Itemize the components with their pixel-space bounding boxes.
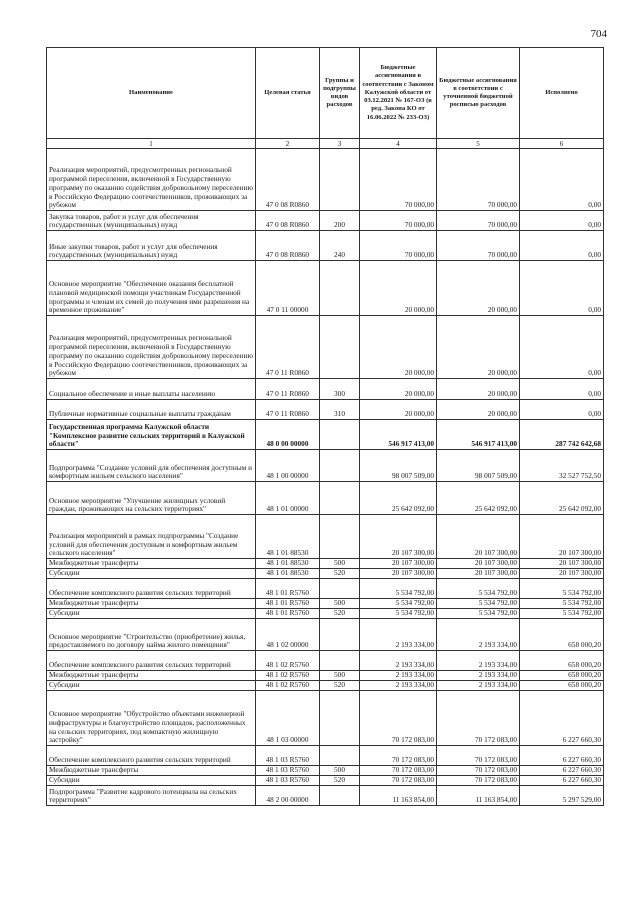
row-updated-amount: 20 107 300,00 xyxy=(437,569,520,579)
row-name: Закупка товаров, работ и услуг для обеспечения государственных (муниципальных) нужд xyxy=(47,211,256,231)
row-executed-amount: 20 107 300,00 xyxy=(520,515,604,559)
row-law-amount: 2 193 334,00 xyxy=(360,619,437,651)
row-code: 48 1 01 R5760 xyxy=(256,609,320,619)
row-law-amount: 20 107 300,00 xyxy=(360,569,437,579)
table-body xyxy=(47,149,604,806)
row-name: Обеспечение комплексного развития сельских территорий xyxy=(47,651,256,671)
row-group: 500 xyxy=(320,671,360,681)
row-name: Основное мероприятие "Строительство (приобретение) жилья, предоставляемого по договору найма жилого помещения" xyxy=(47,619,256,651)
row-executed-amount: 658 000,20 xyxy=(520,671,604,681)
row-updated-amount: 5 534 792,00 xyxy=(437,609,520,619)
table-row xyxy=(47,569,604,579)
row-group: 200 xyxy=(320,211,360,231)
table-row xyxy=(47,316,604,379)
row-name: Иные закупки товаров, работ и услуг для обеспечения государственных (муниципальных) нужд xyxy=(47,231,256,261)
row-updated-amount: 70 000,00 xyxy=(437,211,520,231)
row-name: Подпрограмма "Создание условий для обеспечения доступным и комфортным жильем сельского населения" xyxy=(47,450,256,482)
row-code: 47 0 11 R0860 xyxy=(256,316,320,379)
row-code: 48 1 02 00000 xyxy=(256,619,320,651)
row-name: Обеспечение комплексного развития сельских территорий xyxy=(47,579,256,599)
row-group: 500 xyxy=(320,766,360,776)
row-executed-amount: 0,00 xyxy=(520,211,604,231)
row-code: 48 1 03 R5760 xyxy=(256,766,320,776)
table-row xyxy=(47,231,604,261)
row-updated-amount: 5 534 792,00 xyxy=(437,599,520,609)
table-row xyxy=(47,149,604,211)
table-row xyxy=(47,599,604,609)
row-updated-amount: 20 000,00 xyxy=(437,400,520,420)
row-updated-amount: 20 107 300,00 xyxy=(437,515,520,559)
row-code: 48 2 00 00000 xyxy=(256,786,320,806)
row-updated-amount: 20 107 300,00 xyxy=(437,559,520,569)
row-executed-amount: 658 000,20 xyxy=(520,651,604,671)
row-updated-amount: 70 172 083,00 xyxy=(437,776,520,786)
row-law-amount: 70 172 083,00 xyxy=(360,691,437,746)
row-law-amount: 20 107 300,00 xyxy=(360,559,437,569)
row-updated-amount: 5 534 792,00 xyxy=(437,579,520,599)
row-executed-amount: 0,00 xyxy=(520,231,604,261)
table-row xyxy=(47,482,604,515)
row-law-amount: 2 193 334,00 xyxy=(360,651,437,671)
table-row xyxy=(47,691,604,746)
row-name: Межбюджетные трансферты xyxy=(47,671,256,681)
table-row xyxy=(47,651,604,671)
row-code: 48 1 01 88530 xyxy=(256,569,320,579)
row-executed-amount: 0,00 xyxy=(520,149,604,211)
row-law-amount: 20 000,00 xyxy=(360,261,437,316)
row-group xyxy=(320,786,360,806)
row-group xyxy=(320,746,360,766)
row-executed-amount: 0,00 xyxy=(520,316,604,379)
row-group: 520 xyxy=(320,776,360,786)
row-law-amount: 5 534 792,00 xyxy=(360,579,437,599)
column-number: 1 xyxy=(47,139,256,149)
table-row xyxy=(47,379,604,400)
row-executed-amount: 287 742 642,68 xyxy=(520,420,604,450)
table-row xyxy=(47,671,604,681)
row-executed-amount: 0,00 xyxy=(520,261,604,316)
row-executed-amount: 5 534 792,00 xyxy=(520,609,604,619)
row-executed-amount: 20 107 300,00 xyxy=(520,569,604,579)
table-row xyxy=(47,261,604,316)
column-number: 2 xyxy=(256,139,320,149)
row-updated-amount: 20 000,00 xyxy=(437,379,520,400)
row-code: 48 1 01 88530 xyxy=(256,559,320,569)
table-row xyxy=(47,579,604,599)
row-updated-amount: 98 007 509,00 xyxy=(437,450,520,482)
row-name: Реализация мероприятий, предусмотренных региональной программой переселения, включенной в Государственную программу по оказанию содействия добровольному переселению в Российскую Федерацию соотечественников, проживающих за рубежом xyxy=(47,316,256,379)
row-executed-amount: 6 227 660,30 xyxy=(520,776,604,786)
row-group: 500 xyxy=(320,599,360,609)
table-row xyxy=(47,559,604,569)
column-number: 5 xyxy=(437,139,520,149)
row-law-amount: 70 172 083,00 xyxy=(360,776,437,786)
row-law-amount: 70 000,00 xyxy=(360,211,437,231)
table-row xyxy=(47,746,604,766)
row-executed-amount: 5 534 792,00 xyxy=(520,579,604,599)
row-updated-amount: 20 000,00 xyxy=(437,261,520,316)
row-updated-amount: 70 000,00 xyxy=(437,231,520,261)
row-code: 48 1 02 R5760 xyxy=(256,681,320,691)
row-law-amount: 5 534 792,00 xyxy=(360,599,437,609)
row-law-amount: 546 917 413,00 xyxy=(360,420,437,450)
row-code: 48 1 03 R5760 xyxy=(256,746,320,766)
row-code: 48 1 01 00000 xyxy=(256,482,320,515)
row-law-amount: 98 007 509,00 xyxy=(360,450,437,482)
row-executed-amount: 6 227 660,30 xyxy=(520,766,604,776)
row-updated-amount: 70 000,00 xyxy=(437,149,520,211)
table-row xyxy=(47,420,604,450)
row-name: Основное мероприятие "Обустройство объектами инженерной инфраструктуры и благоустройство площадок, расположенных на сельских территориях, под компактную жилищную застройку" xyxy=(47,691,256,746)
row-updated-amount: 2 193 334,00 xyxy=(437,671,520,681)
row-executed-amount: 20 107 300,00 xyxy=(520,559,604,569)
row-law-amount: 20 000,00 xyxy=(360,379,437,400)
row-code: 48 1 02 R5760 xyxy=(256,671,320,681)
row-group: 520 xyxy=(320,569,360,579)
row-code: 47 0 08 R0860 xyxy=(256,231,320,261)
row-updated-amount: 20 000,00 xyxy=(437,316,520,379)
row-group xyxy=(320,420,360,450)
row-executed-amount: 658 000,20 xyxy=(520,681,604,691)
row-law-amount: 25 642 092,00 xyxy=(360,482,437,515)
row-law-amount: 70 172 083,00 xyxy=(360,746,437,766)
row-executed-amount: 25 642 092,00 xyxy=(520,482,604,515)
row-group: 240 xyxy=(320,231,360,261)
row-code: 48 0 00 00000 xyxy=(256,420,320,450)
table-row xyxy=(47,515,604,559)
row-group xyxy=(320,619,360,651)
table-row xyxy=(47,400,604,420)
row-executed-amount: 6 227 660,30 xyxy=(520,746,604,766)
table-row xyxy=(47,609,604,619)
row-name: Подпрограмма "Развитие кадрового потенциала на сельских территориях" xyxy=(47,786,256,806)
row-group: 300 xyxy=(320,379,360,400)
row-code: 48 1 01 R5760 xyxy=(256,579,320,599)
row-executed-amount: 5 297 529,00 xyxy=(520,786,604,806)
row-updated-amount: 2 193 334,00 xyxy=(437,619,520,651)
row-updated-amount: 2 193 334,00 xyxy=(437,651,520,671)
row-law-amount: 20 107 300,00 xyxy=(360,515,437,559)
row-group xyxy=(320,316,360,379)
row-executed-amount: 0,00 xyxy=(520,400,604,420)
row-name: Основное мероприятие "Обеспечение оказания бесплатной плановой медицинской помощи участникам Государственной программы и членам их семей до получения ими разрешения на временное проживание" xyxy=(47,261,256,316)
row-executed-amount: 32 527 752,50 xyxy=(520,450,604,482)
row-code: 47 0 11 R0860 xyxy=(256,400,320,420)
row-group xyxy=(320,579,360,599)
row-executed-amount: 658 000,20 xyxy=(520,619,604,651)
row-law-amount: 2 193 334,00 xyxy=(360,681,437,691)
table-row xyxy=(47,786,604,806)
table-row xyxy=(47,211,604,231)
row-name: Субсидии xyxy=(47,569,256,579)
row-name: Государственная программа Калужской области "Комплексное развитие сельских территорий в Калужской области" xyxy=(47,420,256,450)
row-code: 48 1 01 88530 xyxy=(256,515,320,559)
row-name: Субсидии xyxy=(47,681,256,691)
row-code: 48 1 01 R5760 xyxy=(256,599,320,609)
header-name: Наименование xyxy=(47,48,256,139)
row-group xyxy=(320,691,360,746)
row-name: Субсидии xyxy=(47,609,256,619)
row-executed-amount: 5 534 792,00 xyxy=(520,599,604,609)
row-name: Межбюджетные трансферты xyxy=(47,559,256,569)
column-number: 4 xyxy=(360,139,437,149)
header-row xyxy=(47,48,604,139)
row-law-amount: 5 534 792,00 xyxy=(360,609,437,619)
page-number: 704 xyxy=(590,28,607,40)
column-number: 6 xyxy=(520,139,604,149)
header-group: Группы и подгруппы видов расходов xyxy=(320,48,360,139)
row-law-amount: 70 000,00 xyxy=(360,149,437,211)
row-code: 47 0 08 R0860 xyxy=(256,149,320,211)
row-law-amount: 20 000,00 xyxy=(360,400,437,420)
row-group: 310 xyxy=(320,400,360,420)
row-group xyxy=(320,149,360,211)
row-code: 47 0 11 R0860 xyxy=(256,379,320,400)
row-name: Реализация мероприятий в рамках подпрограммы "Создание условий для обеспечения доступным и комфортным жильем сельского населения" xyxy=(47,515,256,559)
header-law: Бюджетные ассигнования в соответствии с Законом Калужской области от 03.12.2021 № 167-ОЗ (в ред. Закона КО от 16.06.2022 № 233-ОЗ) xyxy=(360,48,437,139)
row-name: Реализация мероприятий, предусмотренных региональной программой переселения, включенной в Государственную программу по оказанию содействия добровольному переселению в Российскую Федерацию соотечественников, проживающих за рубежом xyxy=(47,149,256,211)
row-name: Межбюджетные трансферты xyxy=(47,766,256,776)
row-updated-amount: 546 917 413,00 xyxy=(437,420,520,450)
row-name: Основное мероприятие "Улучшение жилищных условий граждан, проживающих на сельских территориях" xyxy=(47,482,256,515)
row-code: 48 1 03 R5760 xyxy=(256,776,320,786)
row-name: Социальное обеспечение и иные выплаты населению xyxy=(47,379,256,400)
header-code: Целевая статья xyxy=(256,48,320,139)
row-updated-amount: 70 172 083,00 xyxy=(437,766,520,776)
row-code: 48 1 00 00000 xyxy=(256,450,320,482)
row-executed-amount: 0,00 xyxy=(520,379,604,400)
row-group xyxy=(320,261,360,316)
row-updated-amount: 25 642 092,00 xyxy=(437,482,520,515)
row-updated-amount: 70 172 083,00 xyxy=(437,691,520,746)
row-law-amount: 20 000,00 xyxy=(360,316,437,379)
row-updated-amount: 2 193 334,00 xyxy=(437,681,520,691)
column-number-row xyxy=(47,139,604,149)
row-group: 500 xyxy=(320,559,360,569)
row-code: 48 1 03 00000 xyxy=(256,691,320,746)
header-updated: Бюджетные ассигнования в соответствии с уточненной бюджетной росписью расходов xyxy=(437,48,520,139)
row-name: Публичные нормативные социальные выплаты гражданам xyxy=(47,400,256,420)
row-group: 520 xyxy=(320,681,360,691)
row-law-amount: 70 172 083,00 xyxy=(360,766,437,776)
row-name: Межбюджетные трансферты xyxy=(47,599,256,609)
row-code: 47 0 11 00000 xyxy=(256,261,320,316)
row-group xyxy=(320,450,360,482)
budget-table xyxy=(46,47,604,806)
table-row xyxy=(47,766,604,776)
row-law-amount: 70 000,00 xyxy=(360,231,437,261)
header-executed: Исполнено xyxy=(520,48,604,139)
table-row xyxy=(47,619,604,651)
row-code: 48 1 02 R5760 xyxy=(256,651,320,671)
row-updated-amount: 70 172 083,00 xyxy=(437,746,520,766)
table-row xyxy=(47,450,604,482)
row-group: 520 xyxy=(320,609,360,619)
row-name: Субсидии xyxy=(47,776,256,786)
table-row xyxy=(47,681,604,691)
row-group xyxy=(320,515,360,559)
row-updated-amount: 11 163 854,00 xyxy=(437,786,520,806)
row-group xyxy=(320,651,360,671)
table-row xyxy=(47,776,604,786)
row-law-amount: 2 193 334,00 xyxy=(360,671,437,681)
column-number: 3 xyxy=(320,139,360,149)
row-group xyxy=(320,482,360,515)
row-executed-amount: 6 227 660,30 xyxy=(520,691,604,746)
row-name: Обеспечение комплексного развития сельских территорий xyxy=(47,746,256,766)
row-code: 47 0 08 R0860 xyxy=(256,211,320,231)
row-law-amount: 11 163 854,00 xyxy=(360,786,437,806)
